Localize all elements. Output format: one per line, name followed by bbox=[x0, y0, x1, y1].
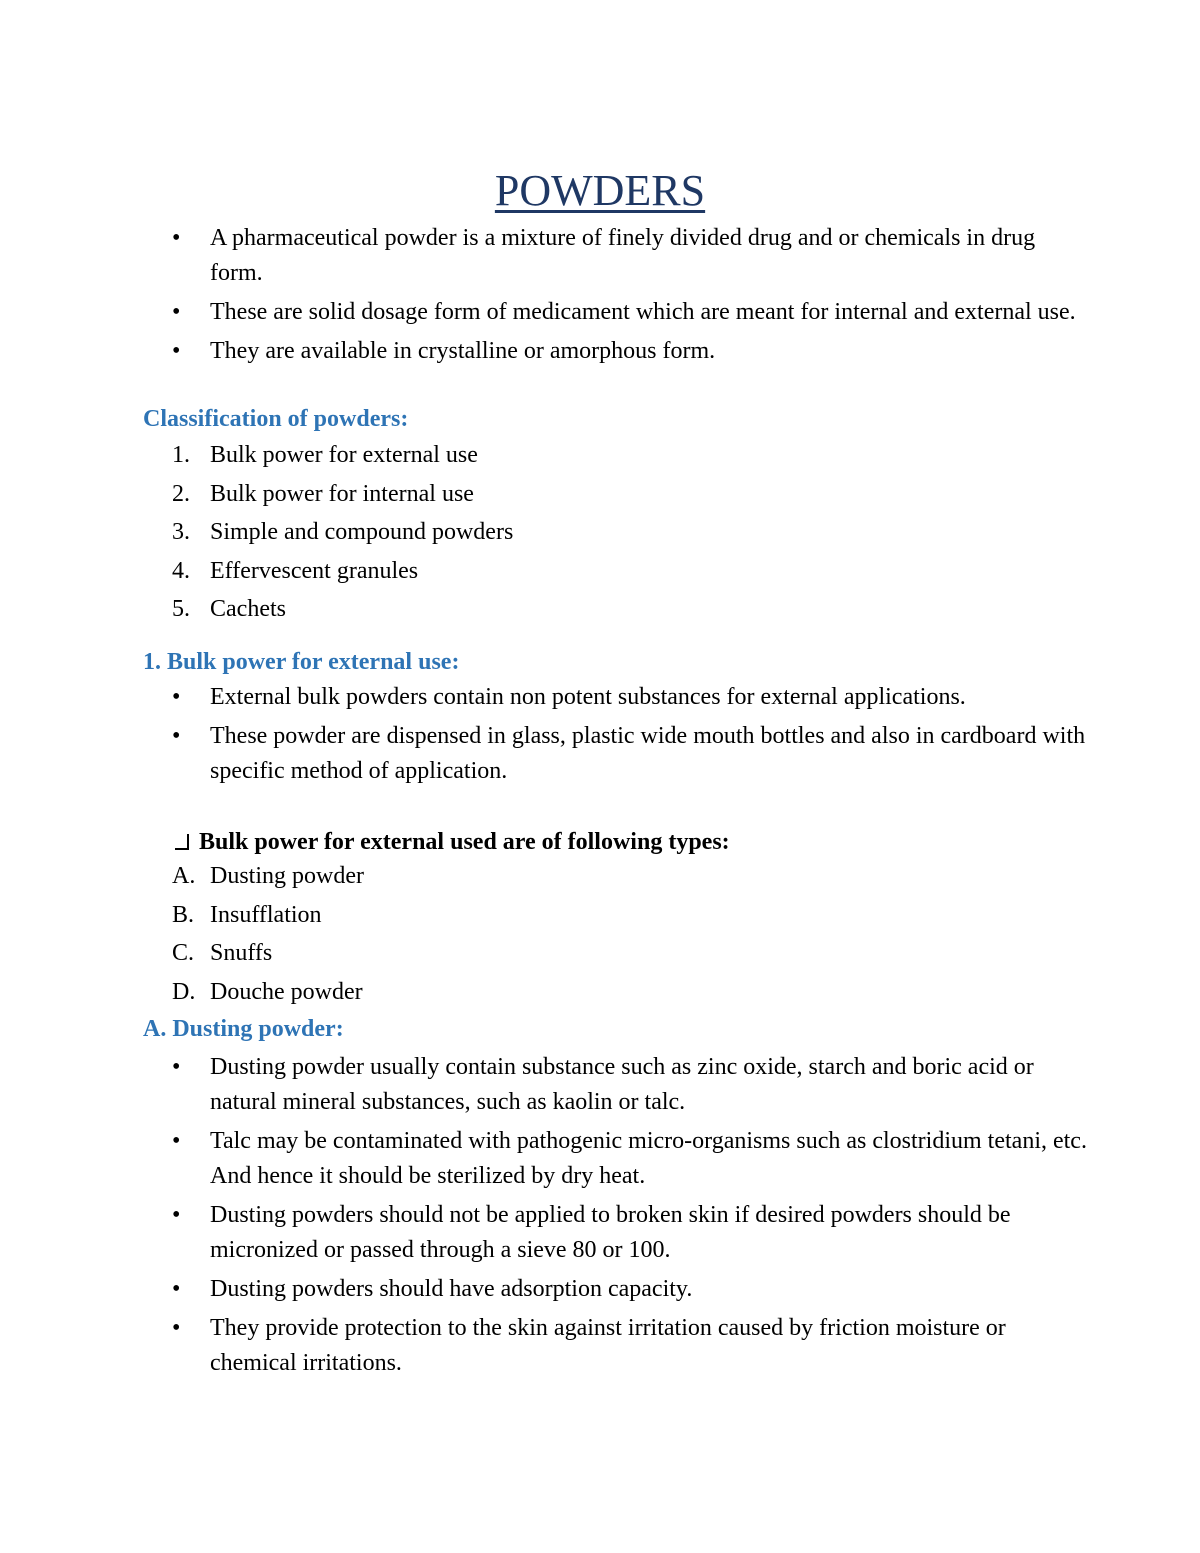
bullet-icon: • bbox=[172, 1202, 181, 1228]
list-item: B. Insufflation bbox=[172, 901, 322, 928]
bullet-icon: • bbox=[172, 225, 181, 251]
list-item: • They are available in crystalline or amorphous form. bbox=[0, 334, 1090, 369]
list-item: 2. Bulk power for internal use bbox=[172, 480, 474, 507]
bullet-icon: • bbox=[172, 1128, 181, 1154]
page-title: POWDERS bbox=[494, 166, 706, 215]
list-item: 5. Cachets bbox=[172, 596, 286, 622]
list-item: C. Snuffs bbox=[172, 940, 273, 966]
list-item: 1. Bulk power for external use bbox=[172, 442, 478, 468]
checkmark-icon bbox=[175, 834, 189, 850]
classification-list bbox=[0, 436, 1200, 629]
classification-heading: Classification of powders: bbox=[143, 406, 409, 432]
list-item: • A pharmaceutical powder is a mixture of finely divided drug and or chemicals in drug form. bbox=[0, 221, 1090, 291]
list-item: • These are solid dosage form of medicament which are meant for internal and external use. bbox=[0, 295, 1090, 330]
list-item: • Dusting powders should not be applied to broken skin if desired powders should be micronized or passed through a sieve 80 or 100. bbox=[0, 1198, 1090, 1268]
list-item: • Talc may be contaminated with pathogenic micro-organisms such as clostridium tetani, etc. And hence it should be sterilized by dry heat. bbox=[0, 1124, 1090, 1194]
list-item: 3. Simple and compound powders bbox=[172, 519, 514, 545]
intro-bullet-list bbox=[0, 221, 1200, 369]
sectionA-heading: A. Dusting powder: bbox=[143, 1016, 344, 1042]
sectionA-bullet-list bbox=[0, 1050, 1200, 1381]
list-item: • They provide protection to the skin against irritation caused by friction moisture or chemical irritations. bbox=[0, 1311, 1090, 1381]
bullet-icon: • bbox=[172, 1276, 181, 1302]
bullet-icon: • bbox=[172, 723, 181, 749]
list-item: D. Douche powder bbox=[172, 978, 363, 1005]
list-item: A. Dusting powder bbox=[172, 863, 364, 889]
types-list bbox=[0, 857, 1200, 1011]
section1-heading: 1. Bulk power for external use: bbox=[143, 649, 460, 675]
bullet-icon: • bbox=[172, 1315, 181, 1341]
list-item: 4. Effervescent granules bbox=[172, 557, 419, 584]
bullet-icon: • bbox=[172, 299, 181, 325]
types-heading: Bulk power for external used are of following types: bbox=[175, 825, 730, 860]
list-item: • Dusting powders should have adsorption capacity. bbox=[0, 1272, 1090, 1307]
bullet-icon: • bbox=[172, 338, 181, 364]
list-item: • Dusting powder usually contain substance such as zinc oxide, starch and boric acid or natural mineral substances, such as kaolin or talc. bbox=[0, 1050, 1090, 1120]
list-item: • External bulk powders contain non potent substances for external applications. bbox=[0, 680, 1090, 715]
bullet-icon: • bbox=[172, 1054, 181, 1080]
bullet-icon: • bbox=[172, 684, 181, 710]
section1-bullet-list bbox=[0, 680, 1200, 789]
list-item: • These powder are dispensed in glass, plastic wide mouth bottles and also in cardboard with specific method of application. bbox=[0, 719, 1090, 789]
